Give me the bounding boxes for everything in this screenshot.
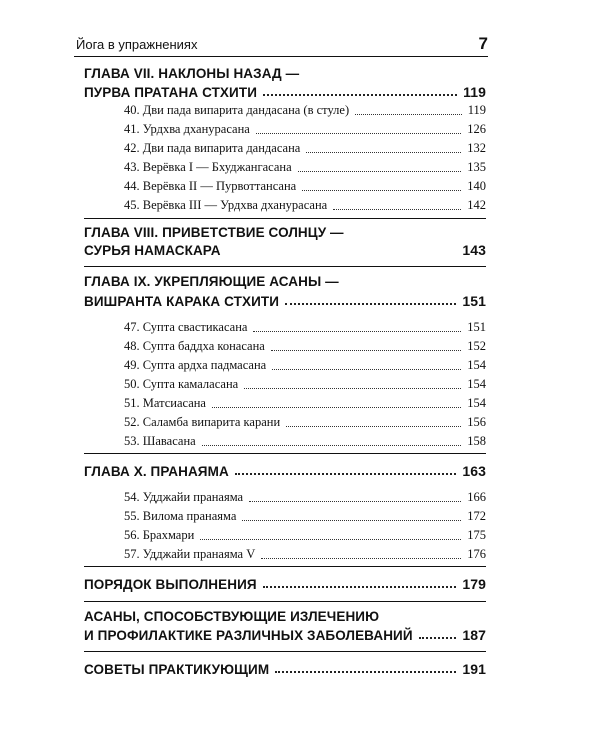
toc-item-label: 52. Саламба випарита карани: [124, 415, 281, 429]
book-title: Йога в упражнениях: [76, 37, 198, 52]
toc-item-label: 48. Супта баддха конасана: [124, 339, 265, 353]
section-divider: [84, 566, 486, 567]
toc-item[interactable]: [124, 504, 486, 524]
toc-item[interactable]: [124, 429, 486, 449]
toc-item[interactable]: [124, 334, 486, 354]
section-divider: [84, 218, 486, 219]
section-divider: [84, 266, 486, 267]
dot-leader: [263, 586, 457, 588]
section-divider: [84, 453, 486, 454]
dot-leader: [298, 171, 462, 172]
dot-leader: [253, 331, 461, 332]
toc-item-page: 154: [467, 396, 486, 410]
section-divider: [84, 601, 486, 602]
order-page: 179: [462, 576, 486, 592]
dot-leader: [200, 539, 461, 540]
toc-item-page: 135: [467, 160, 486, 174]
chapter-9-entry[interactable]: [84, 289, 486, 309]
toc-item-label: 51. Матсиасана: [124, 396, 206, 410]
dot-leader: [275, 671, 456, 673]
asanas-entry[interactable]: [84, 623, 486, 643]
toc-item-label: 47. Супта свастикасана: [124, 320, 248, 334]
toc-item[interactable]: [124, 174, 486, 194]
toc-item[interactable]: [124, 136, 486, 156]
dot-leader: [271, 350, 461, 351]
toc-item[interactable]: [124, 353, 486, 373]
dot-leader: [202, 445, 462, 446]
dot-leader: [212, 407, 461, 408]
chapter-8-page: 143: [462, 242, 486, 258]
toc-item-label: 50. Супта камаласана: [124, 377, 239, 391]
toc-item-label: 49. Супта ардха падмасана: [124, 358, 267, 372]
toc-item-page: 176: [467, 547, 486, 561]
asanas-page: 187: [462, 627, 486, 643]
asanas-title-line1: АСАНЫ, СПОСОБСТВУЮЩИЕ ИЗЛЕЧЕНИЮ: [84, 609, 380, 624]
dot-leader: [306, 152, 461, 153]
toc-item[interactable]: [124, 155, 486, 175]
toc-item-page: 156: [467, 415, 486, 429]
section-divider: [84, 651, 486, 652]
dot-leader: [256, 133, 461, 134]
toc-item-label: 42. Дви пада випарита дандасана: [124, 141, 301, 155]
chapter-7-title-line1: ГЛАВА VII. НАКЛОНЫ НАЗАД —: [84, 66, 300, 81]
dot-leader: [272, 369, 461, 370]
toc-item[interactable]: [124, 410, 486, 430]
page-number: 7: [478, 34, 488, 53]
toc-item-page: 132: [467, 141, 486, 155]
chapter-9-page: 151: [462, 293, 486, 309]
chapter-10-entry[interactable]: [84, 459, 486, 479]
toc-item-label: 57. Удджайи пранаяма V: [124, 547, 256, 561]
toc-item[interactable]: [124, 315, 486, 335]
dot-leader: [285, 303, 456, 305]
toc-item-label: 56. Брахмари: [124, 528, 195, 542]
dot-leader: [261, 558, 461, 559]
toc-item[interactable]: [124, 372, 486, 392]
dot-leader: [302, 190, 461, 191]
advice-page: 191: [462, 661, 486, 677]
chapter-9-title-line1: ГЛАВА IX. УКРЕПЛЯЮЩИЕ АСАНЫ —: [84, 274, 339, 289]
chapter-8-entry[interactable]: [84, 238, 486, 258]
dot-leader: [242, 520, 461, 521]
toc-item[interactable]: [124, 523, 486, 543]
toc-item-label: 55. Вилома пранаяма: [124, 509, 237, 523]
toc-item[interactable]: [124, 542, 486, 562]
order-entry[interactable]: [84, 572, 486, 592]
toc-item-page: 140: [467, 179, 486, 193]
chapter-10-page: 163: [462, 463, 486, 479]
toc-item-page: 151: [467, 320, 486, 334]
asanas-title-line2: И ПРОФИЛАКТИКЕ РАЗЛИЧНЫХ ЗАБОЛЕВАНИЙ: [84, 628, 413, 643]
toc-item[interactable]: [124, 98, 486, 118]
chapter-8-title-line1: ГЛАВА VIII. ПРИВЕТСТВИЕ СОЛНЦУ —: [84, 225, 344, 240]
toc-item-label: 54. Удджайи пранаяма: [124, 490, 244, 504]
toc-item-page: 172: [467, 509, 486, 523]
toc-item[interactable]: [124, 485, 486, 505]
toc-item-label: 53. Шавасана: [124, 434, 196, 448]
toc-item-page: 154: [467, 358, 486, 372]
dot-leader: [235, 473, 457, 475]
toc-item[interactable]: [124, 117, 486, 137]
toc-item-page: 158: [467, 434, 486, 448]
dot-leader: [244, 388, 461, 389]
dot-leader: [419, 637, 457, 639]
chapter-10-title: ГЛАВА X. ПРАНАЯМА: [84, 464, 229, 479]
toc-item-label: 44. Верёвка II — Пурвоттансана: [124, 179, 297, 193]
dot-leader: [286, 426, 461, 427]
advice-entry[interactable]: [84, 657, 486, 677]
header-rule: [74, 56, 488, 57]
toc-item[interactable]: [124, 391, 486, 411]
chapter-8-title-line2: СУРЬЯ НАМАСКАРА: [84, 243, 221, 258]
running-header: [74, 34, 488, 58]
dot-leader: [263, 94, 457, 96]
toc-item-label: 41. Урдхва дханурасана: [124, 122, 250, 136]
chapter-7-entry[interactable]: [84, 80, 486, 100]
toc-item-page: 142: [467, 198, 486, 212]
chapter-7-title-line2: ПУРВА ПРАТАНА СТХИТИ: [84, 85, 257, 100]
toc-item[interactable]: [124, 193, 486, 213]
dot-leader: [333, 209, 461, 210]
toc-item-page: 154: [467, 377, 486, 391]
toc-item-label: 45. Верёвка III — Урдхва дханурасана: [124, 198, 328, 212]
toc-item-page: 119: [467, 103, 486, 117]
toc-item-page: 175: [467, 528, 486, 542]
order-title: ПОРЯДОК ВЫПОЛНЕНИЯ: [84, 577, 257, 592]
toc-item-page: 126: [467, 122, 486, 136]
chapter-7-page: 119: [463, 84, 486, 100]
toc-item-label: 40. Дви пада випарита дандасана (в стуле): [124, 103, 350, 117]
toc-item-page: 166: [467, 490, 486, 504]
dot-leader: [355, 114, 462, 115]
dot-leader: [249, 501, 461, 502]
chapter-9-title-line2: ВИШРАНТА КАРАКА СТХИТИ: [84, 294, 280, 309]
advice-title: СОВЕТЫ ПРАКТИКУЮЩИМ: [84, 662, 270, 677]
toc-item-label: 43. Верёвка I — Бхуджангасана: [124, 160, 292, 174]
toc-item-page: 152: [467, 339, 486, 353]
